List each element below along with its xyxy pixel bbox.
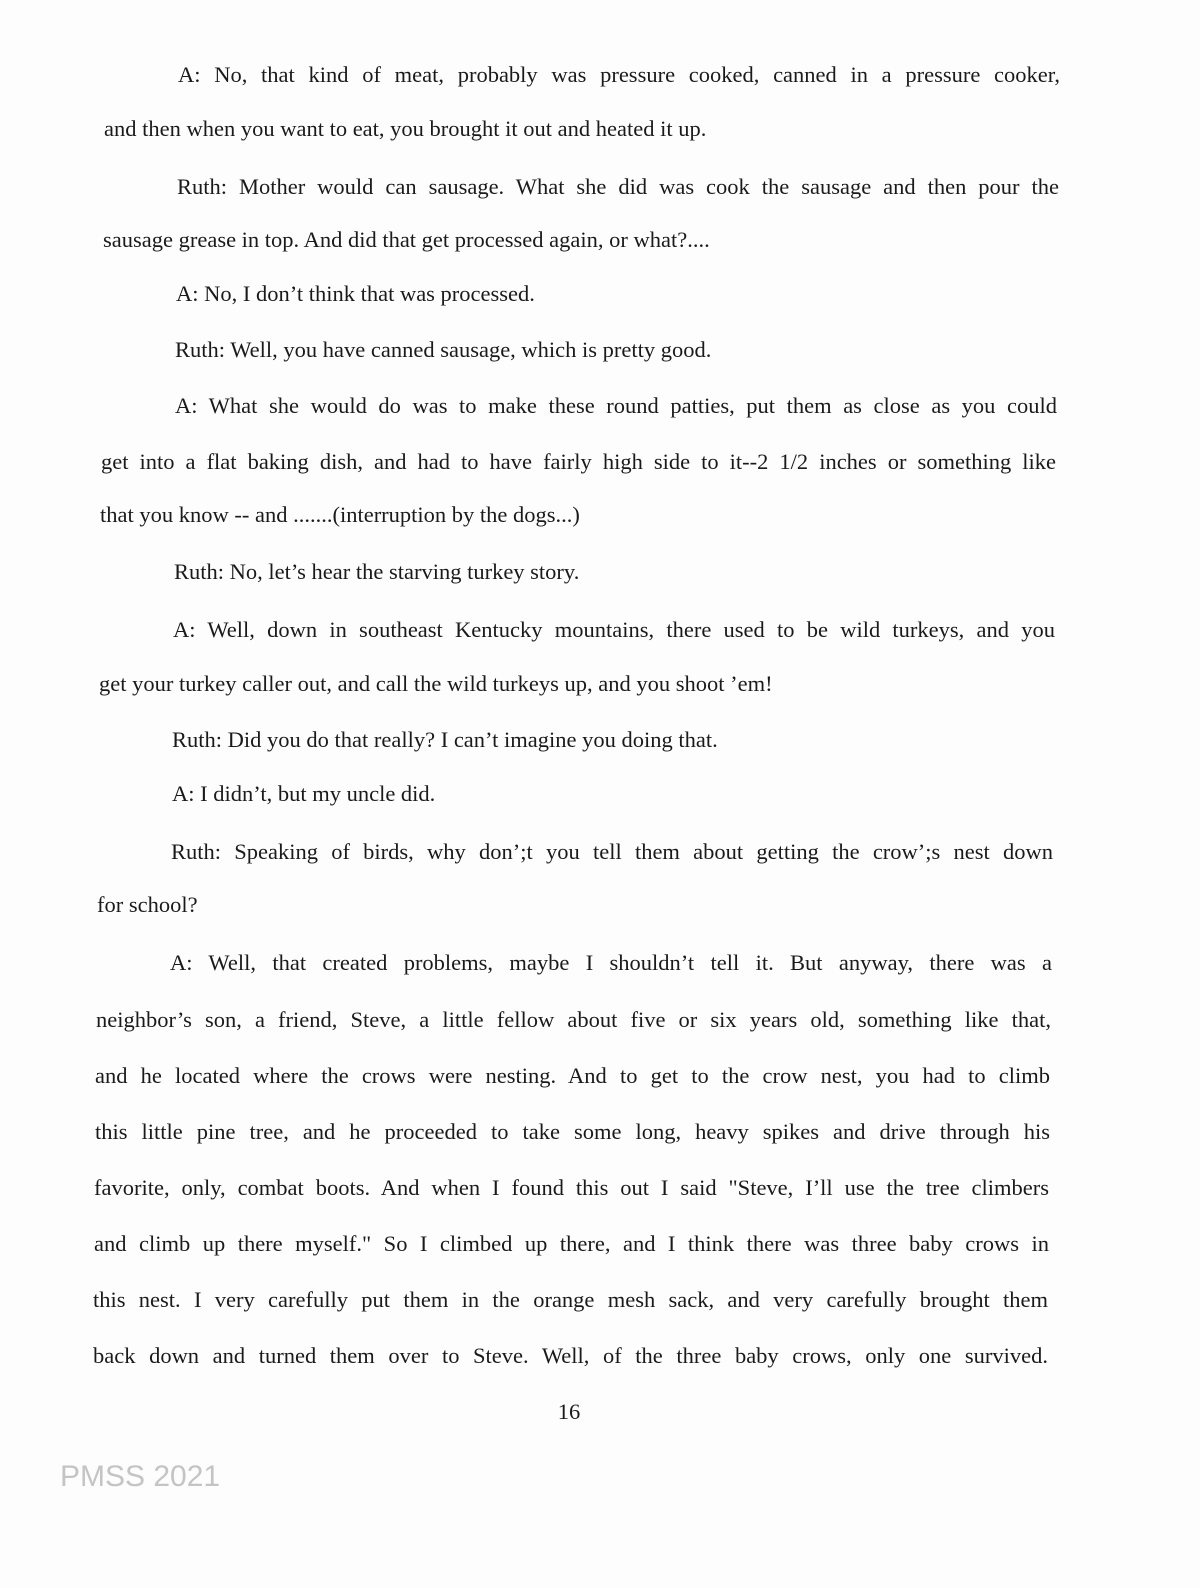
text-line: this nest. I very carefully put them in the orange mesh sack, and very carefully brought them xyxy=(93,1287,1048,1312)
text-line: A: I didn’t, but my uncle did. xyxy=(172,781,436,806)
text-line: A: Well, that created problems, maybe I shouldn’t tell it. But anyway, there was a xyxy=(170,950,1052,975)
text-line: favorite, only, combat boots. And when I found this out I said "Steve, I’ll use the tree climbers xyxy=(94,1175,1049,1200)
text-line: Ruth: Mother would can sausage. What she did was cook the sausage and then pour the xyxy=(177,174,1059,199)
text-line: get your turkey caller out, and call the wild turkeys up, and you shoot ’em! xyxy=(99,671,773,696)
text-line: this little pine tree, and he proceeded to take some long, heavy spikes and drive through his xyxy=(95,1119,1050,1144)
text-line: and then when you want to eat, you brought it out and heated it up. xyxy=(104,116,707,141)
watermark: PMSS 2021 xyxy=(60,1460,221,1493)
text-line: and he located where the crows were nesting. And to get to the crow nest, you had to climb xyxy=(95,1063,1050,1088)
text-line: A: No, I don’t think that was processed. xyxy=(176,281,535,306)
text-line: back down and turned them over to Steve. Well, of the three baby crows, only one survived. xyxy=(93,1343,1048,1368)
text-line: neighbor’s son, a friend, Steve, a little fellow about five or six years old, something like that, xyxy=(96,1007,1051,1032)
text-line: Ruth: No, let’s hear the starving turkey story. xyxy=(174,559,580,584)
text-line: Ruth: Speaking of birds, why don’;t you tell them about getting the crow’;s nest down xyxy=(171,839,1053,864)
text-line: and climb up there myself." So I climbed up there, and I think there was three baby crows in xyxy=(94,1231,1049,1256)
text-line: A: No, that kind of meat, probably was pressure cooked, canned in a pressure cooker, xyxy=(178,62,1060,87)
text-line: get into a flat baking dish, and had to have fairly high side to it--2 1/2 inches or something like xyxy=(101,449,1056,474)
text-line: Ruth: Did you do that really? I can’t imagine you doing that. xyxy=(172,727,718,752)
page-number: 16 xyxy=(557,1399,581,1424)
text-line: A: Well, down in southeast Kentucky mountains, there used to be wild turkeys, and you xyxy=(173,617,1055,642)
text-line: Ruth: Well, you have canned sausage, which is pretty good. xyxy=(175,337,712,362)
text-line: for school? xyxy=(97,892,198,917)
text-line: A: What she would do was to make these round patties, put them as close as you could xyxy=(175,393,1057,418)
text-line: sausage grease in top. And did that get processed again, or what?.... xyxy=(103,227,710,252)
text-line: that you know -- and .......(interruption by the dogs...) xyxy=(100,502,580,527)
